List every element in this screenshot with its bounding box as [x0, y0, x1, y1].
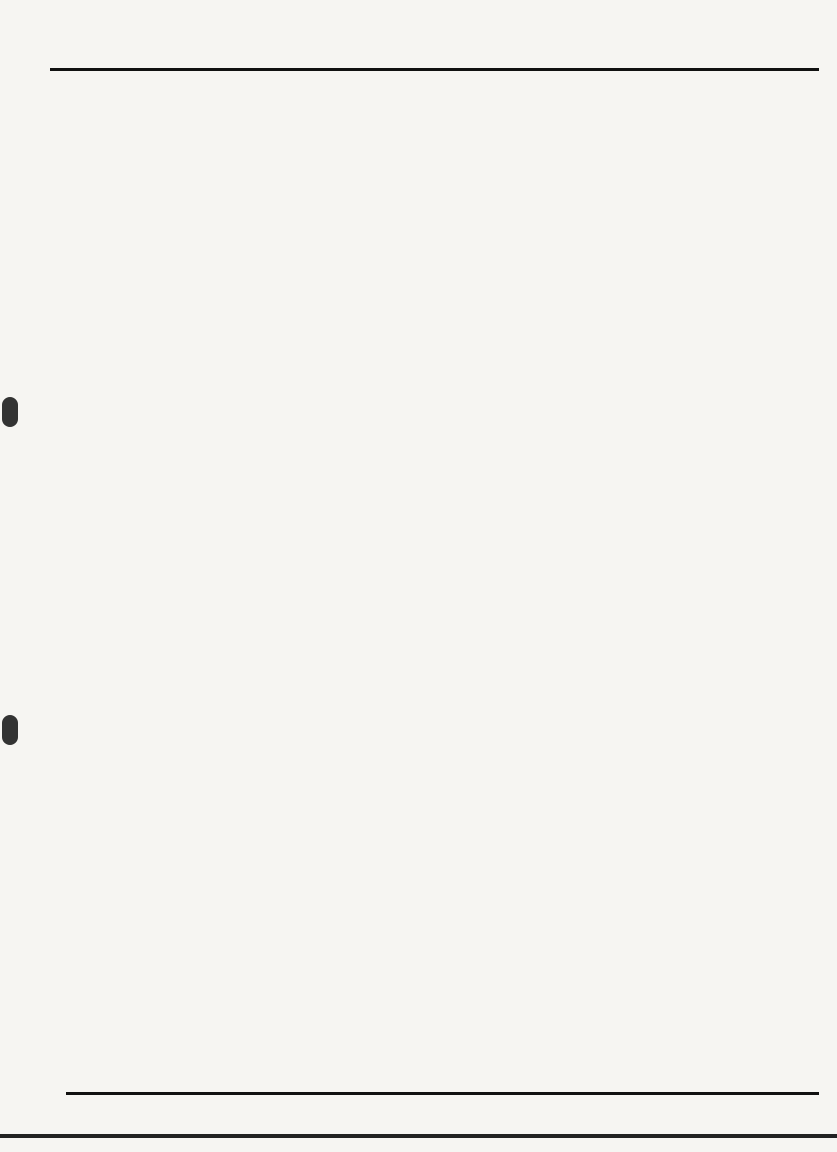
page-bottom-edge: [0, 1134, 837, 1138]
footer-rule: [66, 1092, 819, 1095]
